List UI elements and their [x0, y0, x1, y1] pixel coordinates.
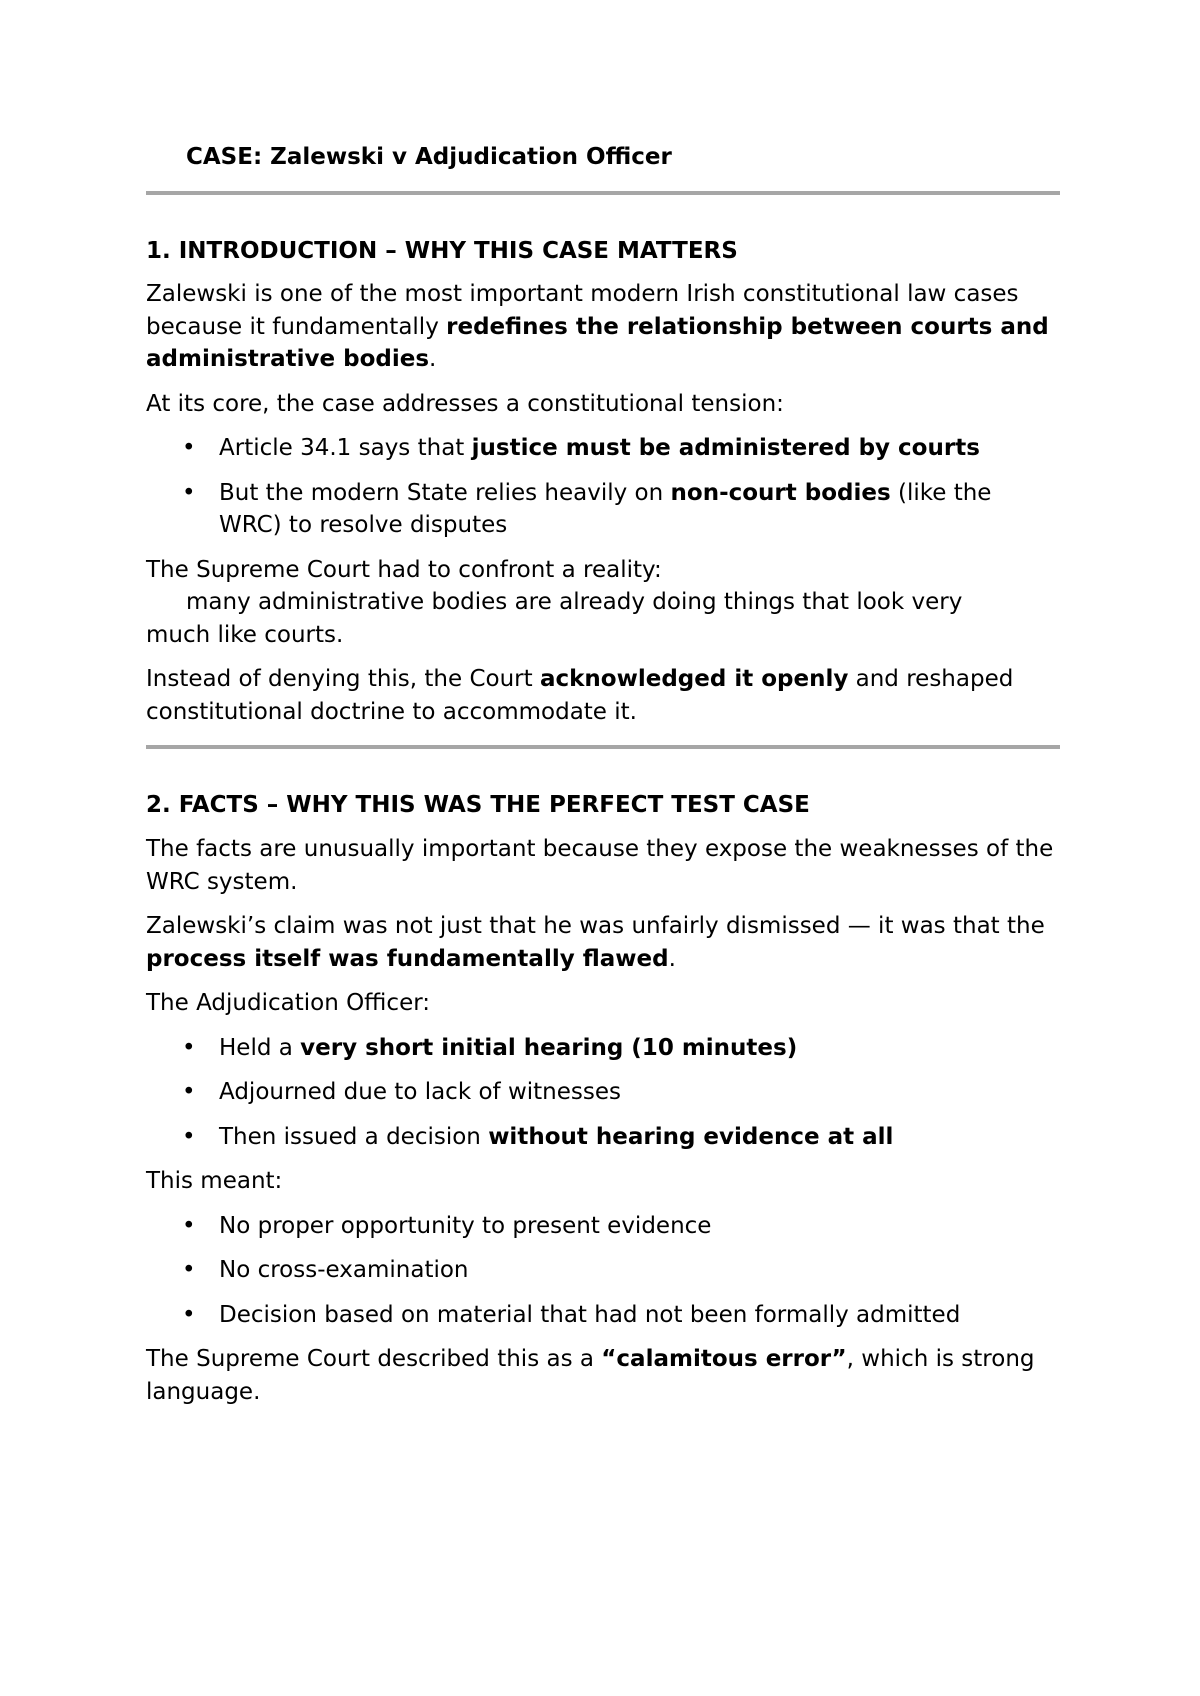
- paragraph: The facts are unusually important because they expose the weaknesses of the WRC system.: [146, 836, 1054, 895]
- list-item: • No proper opportunity to present evidence: [146, 1210, 1060, 1243]
- list-item: • Adjourned due to lack of witnesses: [146, 1076, 1060, 1109]
- paragraph: This meant:: [146, 1168, 283, 1194]
- bullet-icon: •: [182, 1301, 196, 1328]
- list-item: • Then issued a decision without hearing evidence at all: [146, 1121, 1060, 1154]
- paragraph: The Adjudication Officer:: [146, 990, 431, 1016]
- document-content: [146, 141, 1060, 1408]
- section-heading-introduction: 1. INTRODUCTION – WHY THIS CASE MATTERS: [146, 238, 738, 264]
- list-item: • No cross-examination: [146, 1254, 1060, 1287]
- list-item: • But the modern State relies heavily on non-court bodies (like the WRC) to resolve disputes: [146, 477, 1060, 542]
- list-item: • Decision based on material that had not been formally admitted: [146, 1299, 1060, 1332]
- paragraph: Zalewski’s claim was not just that he was unfairly dismissed — it was that the process itself was fundamentally flawed.: [146, 913, 1045, 972]
- bullet-list: [146, 1032, 1060, 1154]
- divider: [146, 745, 1060, 749]
- section-heading-facts: 2. FACTS – WHY THIS WAS THE PERFECT TEST CASE: [146, 792, 810, 818]
- paragraph: Zalewski is one of the most important modern Irish constitutional law cases because it fundamentally redefines the relationship between courts and administrative bodies.: [146, 281, 1049, 372]
- paragraph: The Supreme Court had to confront a reality: many administrative bodies are already doing things that look very much like courts.: [146, 556, 963, 648]
- bullet-list: [146, 432, 1060, 542]
- paragraph: At its core, the case addresses a constitutional tension:: [146, 390, 784, 417]
- page-title: CASE: Zalewski v Adjudication Officer: [186, 144, 672, 170]
- bullet-icon: •: [182, 1257, 196, 1283]
- bullet-icon: •: [182, 435, 196, 461]
- list-item: • Article 34.1 says that justice must be administered by courts: [146, 432, 1060, 465]
- paragraph: Instead of denying this, the Court acknowledged it openly and reshaped constitutional doctrine to accommodate it.: [146, 666, 1014, 725]
- bullet-icon: •: [182, 1123, 196, 1150]
- bullet-icon: •: [182, 1034, 196, 1061]
- divider: [146, 191, 1060, 195]
- bullet-icon: •: [182, 479, 196, 506]
- bullet-list: [146, 1210, 1060, 1332]
- bullet-icon: •: [182, 1212, 196, 1239]
- bullet-icon: •: [182, 1079, 196, 1105]
- paragraph: The Supreme Court described this as a “calamitous error”, which is strong language.: [146, 1346, 1035, 1405]
- list-item: • Held a very short initial hearing (10 minutes): [146, 1032, 1060, 1065]
